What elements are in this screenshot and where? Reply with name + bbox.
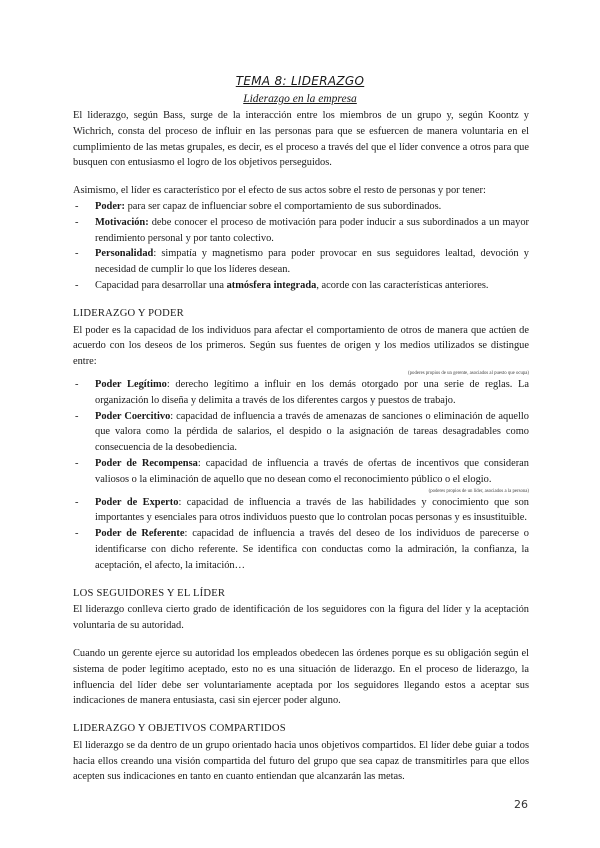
item-text: debe conocer el proceso de motivación para poder inducir a sus subordinados a un mayor rendimiento personal y por tanto colectivo. xyxy=(95,216,529,244)
list-item: - Poder de Experto: capacidad de influencia a través de las habilidades y conocimiento que son importantes y esenciales para otros individuos puesto que lo controlan pocas personas y es insustituible. xyxy=(75,496,529,524)
followers-paragraph-1: El liderazgo conlleva cierto grado de identificación de los seguidores con la figura del líder y la aceptación voluntaria de su autoridad. xyxy=(73,604,529,632)
list-item: - Capacidad para desarrollar una atmósfera integrada, acorde con las características anteriores. xyxy=(75,279,489,291)
item-text: : derecho legítimo a influir en los demás otorgado por una serie de reglas. La organización lo diseña y delimita a través de los diferentes cargos y puestos de trabajo. xyxy=(95,378,529,406)
power-intro: El poder es la capacidad de los individuos para afectar el comportamiento de otros de manera que actúen de acuerdo con los deseos de los primeros. Según sus fuentes de origen y los medios utilizados se distingue entre: xyxy=(73,324,529,368)
item-term: Poder Coercitivo xyxy=(95,410,171,422)
intro-paragraph: El liderazgo, según Bass, surge de la interacción entre los miembros de un grupo y, según Koontz y Wichrich, consta del proceso de influir en las personas para que se esfuercen de manera voluntaria en el cumplimiento de las metas grupales, es decir, es el proceso a través del que el líder convence a otros para que busquen con entusiasmo el logro de los objetivos perseguidos. xyxy=(73,110,529,169)
item-text: , acorde con las características anteriores. xyxy=(316,279,489,291)
section-heading-power: LIDERAZGO Y PODER xyxy=(73,307,184,319)
item-text: : capacidad de influencia a través de amenazas de sanciones o eliminación de aquello que valora como la pérdida de salarios, el despido o la asignación de tareas desagradables como consecuencia de la desobediencia. xyxy=(95,410,529,454)
list-item: - Poder Coercitivo: capacidad de influencia a través de amenazas de sanciones o eliminación de aquello que valora como la pérdida de salarios, el despido o la asignación de tareas desagradables como consecuencia de la desobediencia. xyxy=(75,410,529,454)
power-list-manager xyxy=(73,377,529,488)
page-title: TEMA 8: LIDERAZGO xyxy=(235,74,365,88)
list-item: - Personalidad: simpatía y magnetismo para poder provocar en sus seguidores lealtad, devoción y necesidad de cumplir lo que los líderes desean. xyxy=(75,248,529,276)
item-term: Poder: xyxy=(95,200,126,212)
list-item: - Poder de Recompensa: capacidad de influencia a través de ofertas de incentivos que consideran valiosos o la eliminación de aquello que no desean como el reconocimiento público o el elogio. xyxy=(75,457,529,485)
section-heading-followers: LOS SEGUIDORES Y EL LÍDER xyxy=(73,587,226,599)
document-body xyxy=(73,108,529,797)
traits-lead: Asimismo, el líder es característico por el efecto de sus actos sobre el resto de personas y por tener: xyxy=(73,185,486,197)
item-text: para ser capaz de influenciar sobre el comportamiento de sus subordinados. xyxy=(125,200,442,212)
item-term: Poder Legítimo xyxy=(95,378,167,390)
item-text: Capacidad para desarrollar una xyxy=(95,279,227,291)
item-term: Motivación: xyxy=(95,216,149,228)
list-item: - Poder Legítimo: derecho legítimo a influir en los demás otorgado por una serie de reglas. La organización lo diseña y delimita a través de los diferentes cargos y puestos de trabajo. xyxy=(75,378,529,406)
objectives-paragraph: El liderazgo se da dentro de un grupo orientado hacia unos objetivos compartidos. El líder debe guiar a todos hacia ellos creando una visión compartida del futuro del grupo que sea capaz de transmitirles para que ellos acepten sus indicaciones en tanto en cuanto entiendan que alcanzarán las metas. xyxy=(73,739,529,783)
traits-list xyxy=(73,199,529,294)
item-term: Personalidad xyxy=(95,248,154,260)
item-text: : capacidad de influencia a través de ofertas de incentivos que consideran valiosos o la eliminación de aquello que no desean como el reconocimiento público o el elogio. xyxy=(95,457,529,485)
item-text: : simpatía y magnetismo para poder provocar en sus seguidores lealtad, devoción y necesidad de cumplir lo que los líderes desean. xyxy=(95,248,529,276)
list-item: - Poder: para ser capaz de influenciar sobre el comportamiento de sus subordinados. xyxy=(75,200,442,212)
power-note-leader: (poderes propios de un líder, asociados a la persona) xyxy=(428,488,529,494)
power-list-leader xyxy=(73,495,529,574)
page-number: 26 xyxy=(514,798,528,811)
page-subtitle: Liderazgo en la empresa xyxy=(243,93,357,105)
list-item: - Poder de Referente: capacidad de influencia a través del deseo de los individuos de parecerse o identificarse con dicho referente. Se identifica con conductas como la admiración, la confianza, la aceptación, el afecto, la imitación… xyxy=(75,528,529,571)
list-item: - Motivación: debe conocer el proceso de motivación para poder inducir a sus subordinados a un mayor rendimiento personal y por tanto colectivo. xyxy=(75,216,529,244)
followers-paragraph-2: Cuando un gerente ejerce su autoridad los empleados obedecen las órdenes porque es su obligación según el sistema de poder legítimo aceptado, esto no es una situación de liderazgo. En el proceso de liderazgo, la influencia del líder debe ser voluntariamente aceptada por los seguidores llegando estos a aceptar sus indicaciones de manera entusiasta, casi sin ejercer poder alguno. xyxy=(73,647,529,707)
item-text: : capacidad de influencia a través del deseo de los individuos de parecerse o identificarse con dicho referente. Se identifica con conductas como la admiración, la confianza, la aceptación, el afecto, la imitación… xyxy=(95,528,529,571)
item-term: atmósfera integrada xyxy=(226,279,317,291)
item-term: Poder de Referente xyxy=(95,528,185,540)
item-term: Poder de Experto xyxy=(95,496,179,508)
item-term: Poder de Recompensa xyxy=(95,457,198,469)
power-note-manager: (poderes propios de un gerente, asociados al puesto que ocupa) xyxy=(408,370,529,376)
item-text: : capacidad de influencia a través de las habilidades y conocimiento que son importantes y esenciales para otros individuos puesto que lo controlan pocas personas y es insustituible. xyxy=(95,496,529,524)
section-heading-objectives: LIDERAZGO Y OBJETIVOS COMPARTIDOS xyxy=(73,723,286,735)
